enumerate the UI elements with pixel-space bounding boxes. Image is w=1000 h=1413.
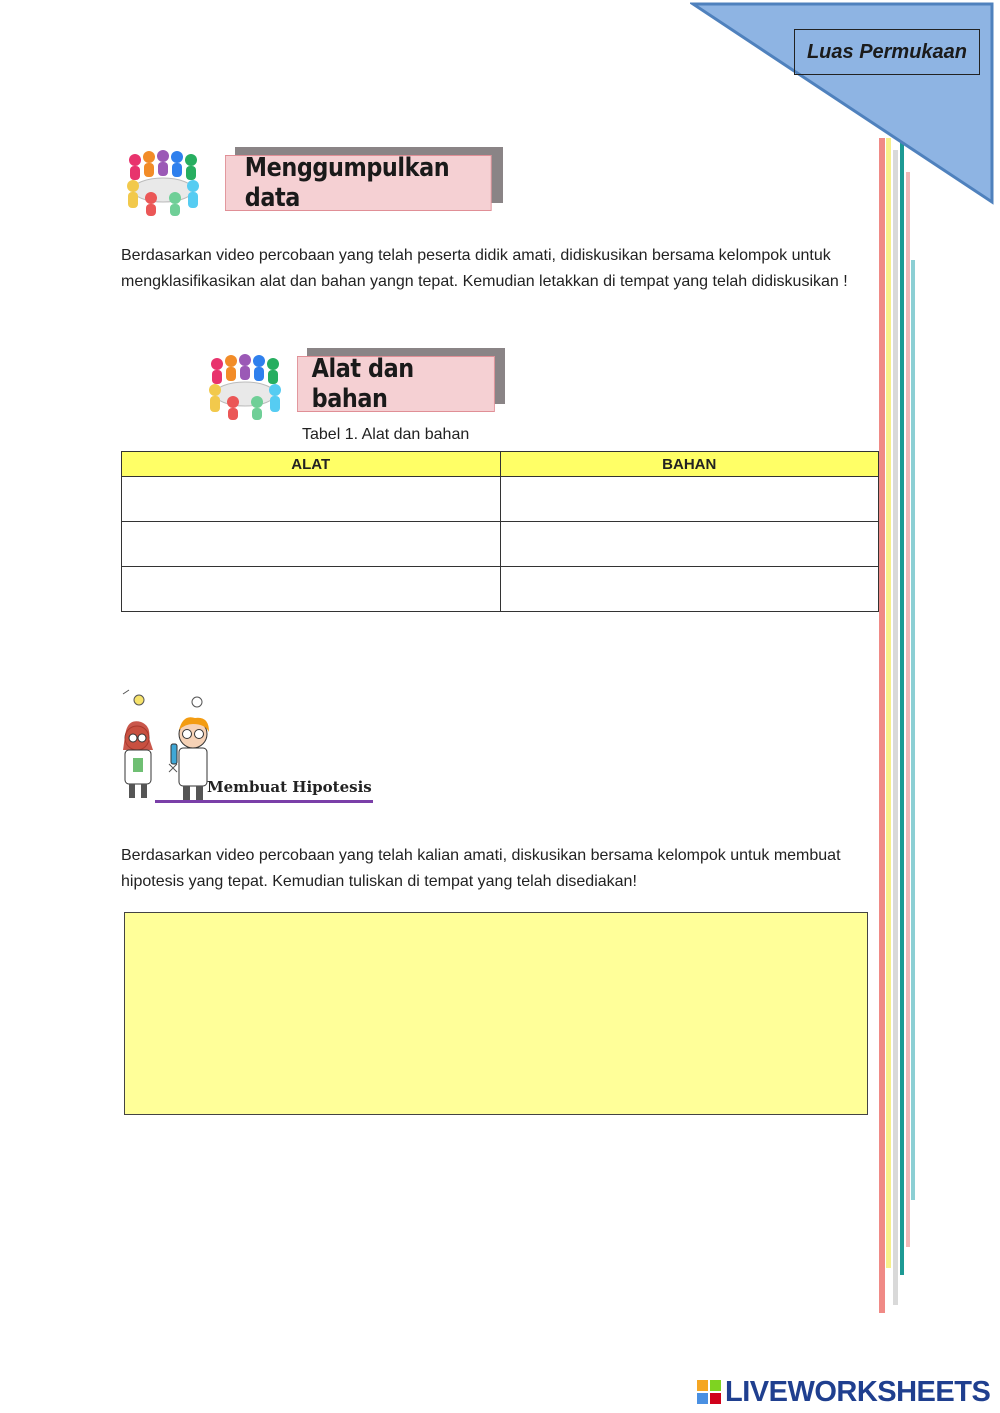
liveworksheets-logo — [697, 1374, 990, 1410]
table-header-bahan: BAHAN — [500, 452, 879, 477]
decor-stripe-red — [879, 138, 885, 1313]
group-discussion-icon — [203, 352, 287, 420]
decor-stripe-pink — [906, 172, 910, 1247]
table-row — [122, 477, 879, 522]
section-title: Alat dan bahan — [311, 354, 414, 414]
liveworksheets-logo-icon — [697, 1380, 721, 1404]
bahan-cell-3[interactable] — [500, 567, 879, 612]
alat-cell-3[interactable] — [122, 567, 501, 612]
decor-stripe-cyan — [911, 260, 915, 1200]
section-banner-alat-dan-bahan — [297, 348, 507, 414]
bahan-cell-2[interactable] — [500, 522, 879, 567]
section-banner-menggumpulkan-data — [225, 147, 505, 213]
table-header-alat: ALAT — [122, 452, 501, 477]
alat-cell-1[interactable] — [122, 477, 501, 522]
group-discussion-icon — [121, 148, 205, 216]
decor-stripe-yellow — [886, 138, 891, 1268]
title-underline — [155, 800, 373, 803]
decor-stripe-teal — [900, 140, 904, 1275]
decor-stripe-gray — [893, 150, 898, 1305]
instruction-paragraph-1: Berdasarkan video percobaan yang telah peserta didik amati, didiskusikan bersama kelompok untuk mengklasifikasikan alat dan bahan yangn tepat. Kemudian letakkan di tempat yang telah didiskusikan ! — [121, 247, 848, 290]
topic-title-box: Luas Permukaan — [794, 29, 980, 75]
bahan-cell-1[interactable] — [500, 477, 879, 522]
alat-cell-2[interactable] — [122, 522, 501, 567]
scientists-illustration — [119, 688, 219, 804]
logo-text: LIVEWORKSHEETS — [725, 1375, 991, 1408]
section-title: Menggumpulkan data — [244, 153, 450, 213]
instruction-paragraph-2: Berdasarkan video percobaan yang telah kalian amati, diskusikan bersama kelompok untuk membuat hipotesis yang tepat. Kemudian tuliskan di tempat yang telah disediakan! — [121, 847, 850, 890]
alat-bahan-table — [121, 451, 879, 612]
table-row — [122, 567, 879, 612]
hipotesis-header — [119, 688, 375, 808]
table-caption: Tabel 1. Alat dan bahan — [302, 426, 470, 443]
hipotesis-answer-box[interactable] — [124, 912, 868, 1115]
section-title: Membuat Hipotesis — [207, 778, 372, 796]
table-row — [122, 522, 879, 567]
